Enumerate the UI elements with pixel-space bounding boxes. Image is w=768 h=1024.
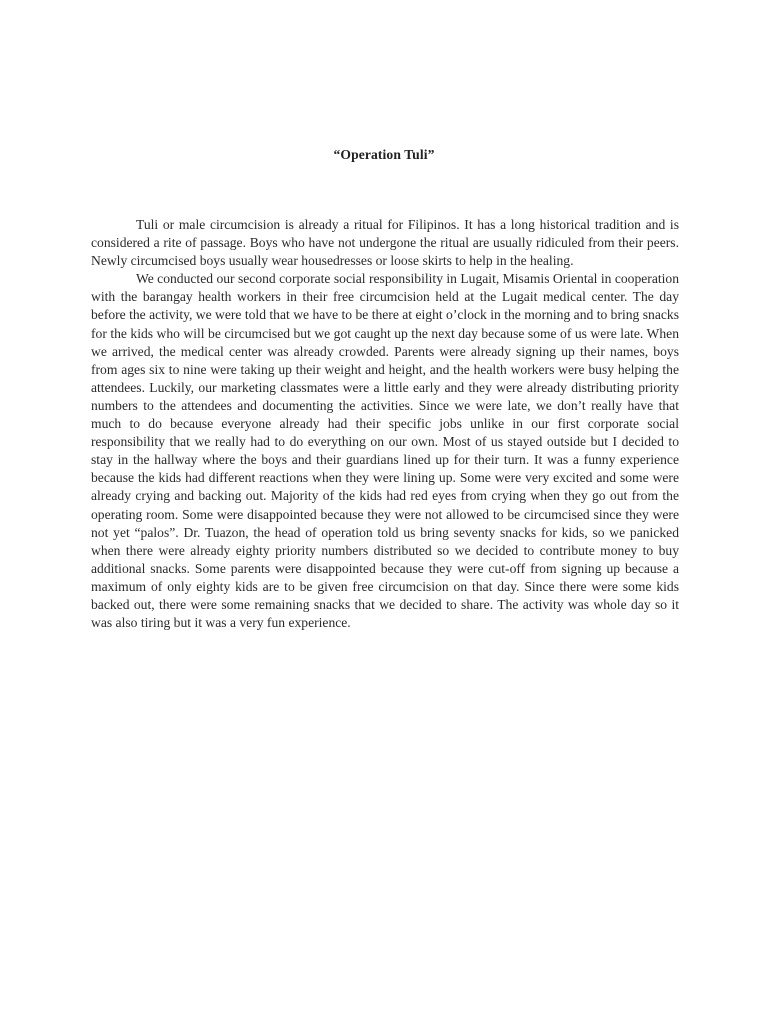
paragraph-intro: Tuli or male circumcision is already a ritual for Filipinos. It has a long historical tradition and is considered a rite of passage. Boys who have not undergone the ritual are usually ridiculed from their peers. Newly circumcised boys usually wear housedresses or loose skirts to help in the healing. <box>91 217 679 269</box>
document-body <box>91 216 679 632</box>
document-title: “Operation Tuli” <box>333 147 435 162</box>
paragraph-experience: We conducted our second corporate social responsibility in Lugait, Misamis Oriental in cooperation with the barangay health workers in their free circumcision held at the Lugait medical center. The day before the activity, we were told that we have to be there at eight o’clock in the morning and to bring snacks for the kids who will be circumcised but we got caught up the next day because some of us were late. When we arrived, the medical center was already crowded. Parents were already signing up their names, boys from ages six to nine were taking up their weight and height, and the health workers were busy helping the attendees. Luckily, our marketing classmates were a little early and they were already distributing priority numbers to the attendees and documenting the activities. Since we were late, we don’t really have that much to do because everyone already had their specific jobs unlike in our first corporate social responsibility that we really had to do everything on our own. Most of us stayed outside but I decided to stay in the hallway where the boys and their guardians lined up for their turn. It was a funny experience because the kids had different reactions when they were lining up. Some were very excited and some were already crying and backing out. Majority of the kids had red eyes from crying when they go out from the operating room. Some were disappointed because they were not allowed to be circumcised since they were not yet “palos”. Dr. Tuazon, the head of operation told us bring seventy snacks for kids, so we panicked when there were already eighty priority numbers distributed so we decided to contribute money to buy additional snacks. Some parents were disappointed because they were cut-off from signing up because a maximum of only eighty kids are to be given free circumcision on that day. Since there were some kids backed out, there were some remaining snacks that we decided to share. The activity was whole day so it was also tiring but it was a very fun experience. <box>91 271 679 631</box>
